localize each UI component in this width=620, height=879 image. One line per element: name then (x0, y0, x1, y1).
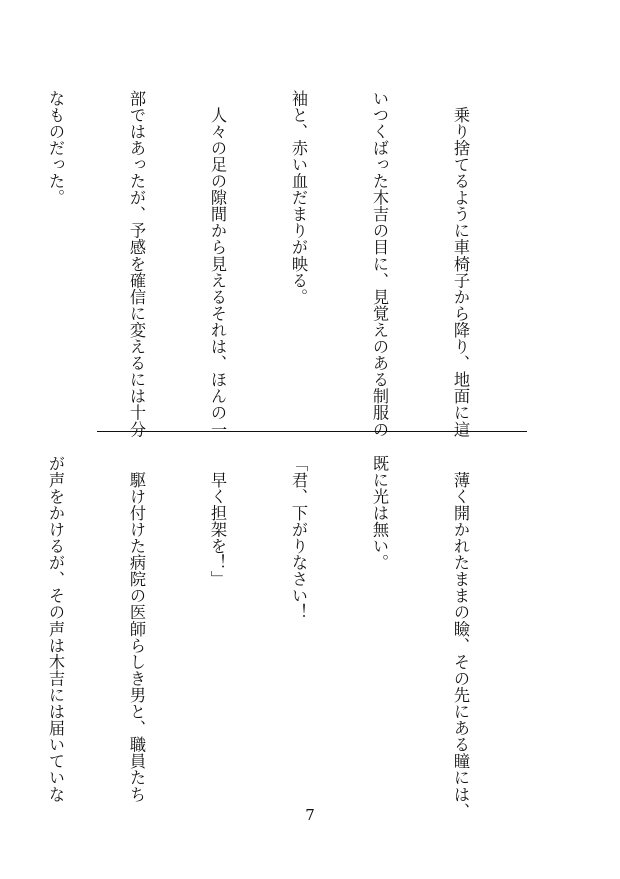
page-number: 7 (305, 806, 315, 824)
text-line: 「君、下がりなさい！ (289, 455, 308, 621)
text-line: なものだった。 (46, 90, 65, 206)
section-divider (97, 431, 527, 432)
text-line: 早く担架を！」 (208, 455, 227, 588)
text-line: 既に光は無い。 (370, 455, 389, 571)
text-line: が声をかけるが、その声は木吉には届いていな (46, 455, 65, 803)
text-line: 袖と、赤い血だまりが映る。 (289, 90, 308, 306)
lower-text-block (46, 455, 528, 820)
text-line: 薄く開かれたままの瞼、その先にある瞳には、 (451, 455, 470, 820)
upper-text-block (46, 90, 528, 438)
text-line: 人々の足の隙間から見えるそれは、ほんの一 (208, 90, 227, 438)
text-line: いつくばった木吉の目に、見覚えのある制服の (370, 90, 389, 438)
text-line: 乗り捨てるように車椅子から降り、地面に這 (451, 90, 470, 438)
text-line: 駆け付けた病院の医師らしき男と、職員たち (127, 455, 146, 803)
text-line: 部ではあったが、予感を確信に変えるには十分 (127, 90, 146, 438)
